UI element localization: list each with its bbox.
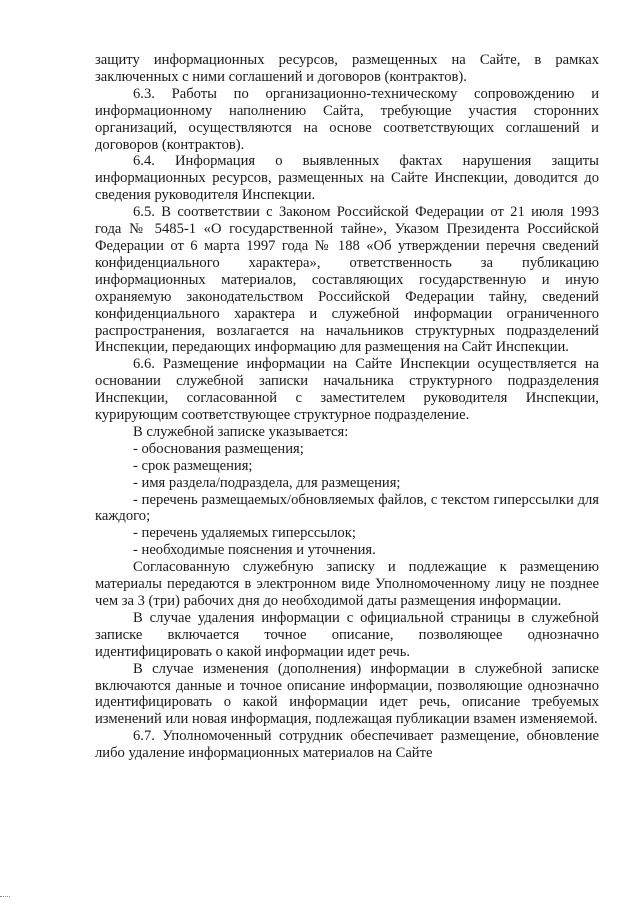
paragraph-deletion: В случае удаления информации с официальной страницы в служебной записке включается точное описание, позволяющее однозначно идентифицировать о какой информации идет речь. [95,609,599,660]
paragraph-6-3: 6.3. Работы по организационно-техническому сопровождению и информационному наполнению Сайта, требующие участия сторонних организаций, осуществляются на основе соответствующих соглашений и договоров (контрактов). [95,85,599,153]
memo-item: - перечень размещаемых/обновляемых файлов, с текстом гиперссылки для каждого; [95,491,599,525]
memo-item: - обоснования размещения; [133,440,304,457]
paragraph-6-5: 6.5. В соответствии с Законом Российской Федерации от 21 июля 1993 года № 5485-1 «О государственной тайне», Указом Президента Российской Федерации от 6 марта 1997 года № 188 «Об утверждении перечня сведений конфиденциального характера», ответственность за публикацию информационных материалов, составляющих государственную и иную охраняемую законодательством Российской Федерации тайну, сведений конфиденциального характера и служебной информации ограниченного распространения, возлагается на начальников структурных подразделений Инспекции, передающих информацию для размещения на Сайт Инспекции. [95,204,599,356]
paragraph-6-4: 6.4. Информация о выявленных фактах нарушения защиты информационных ресурсов, размещенных на Сайте Инспекции, доводится до сведения руководителя Инспекции. [95,153,599,204]
memo-item: - необходимые пояснения и уточнения. [133,542,376,559]
scan-edge-mark [0,896,10,899]
paragraph-6-7: 6.7. Уполномоченный сотрудник обеспечивает размещение, обновление либо удаление информационных материалов на Сайте [95,728,599,762]
paragraph-change: В случае изменения (дополнения) информации в служебной записке включаются данные и точное описание информации, позволяющие однозначно идентифицировать о какой информации идет речь, описание требуемых изменений или новая информация, подлежащая публикации взамен изменяемой. [95,660,599,728]
paragraph-6-6: 6.6. Размещение информации на Сайте Инспекции осуществляется на основании служебной записки начальника структурного подразделения Инспекции, согласованной с заместителем руководителя Инспекции, курирующим соответствующее структурное подразделение. [95,356,599,424]
paragraph-continuation: защиту информационных ресурсов, размещенных на Сайте, в рамках заключенных с ними соглашений и договоров (контрактов). [95,52,599,85]
document-body [95,52,599,762]
memo-item: - имя раздела/подраздела, для размещения; [133,474,401,491]
memo-intro: В служебной записке указывается: [133,423,349,440]
memo-item: - срок размещения; [133,457,253,474]
paragraph-agreed-memo: Согласованную служебную записку и подлежащие к размещению материалы передаются в электронном виде Уполномоченному лицу не позднее чем за 3 (три) рабочих дня до необходимой даты размещения информации. [95,559,599,609]
memo-item: - перечень удаляемых гиперссылок; [133,525,356,542]
